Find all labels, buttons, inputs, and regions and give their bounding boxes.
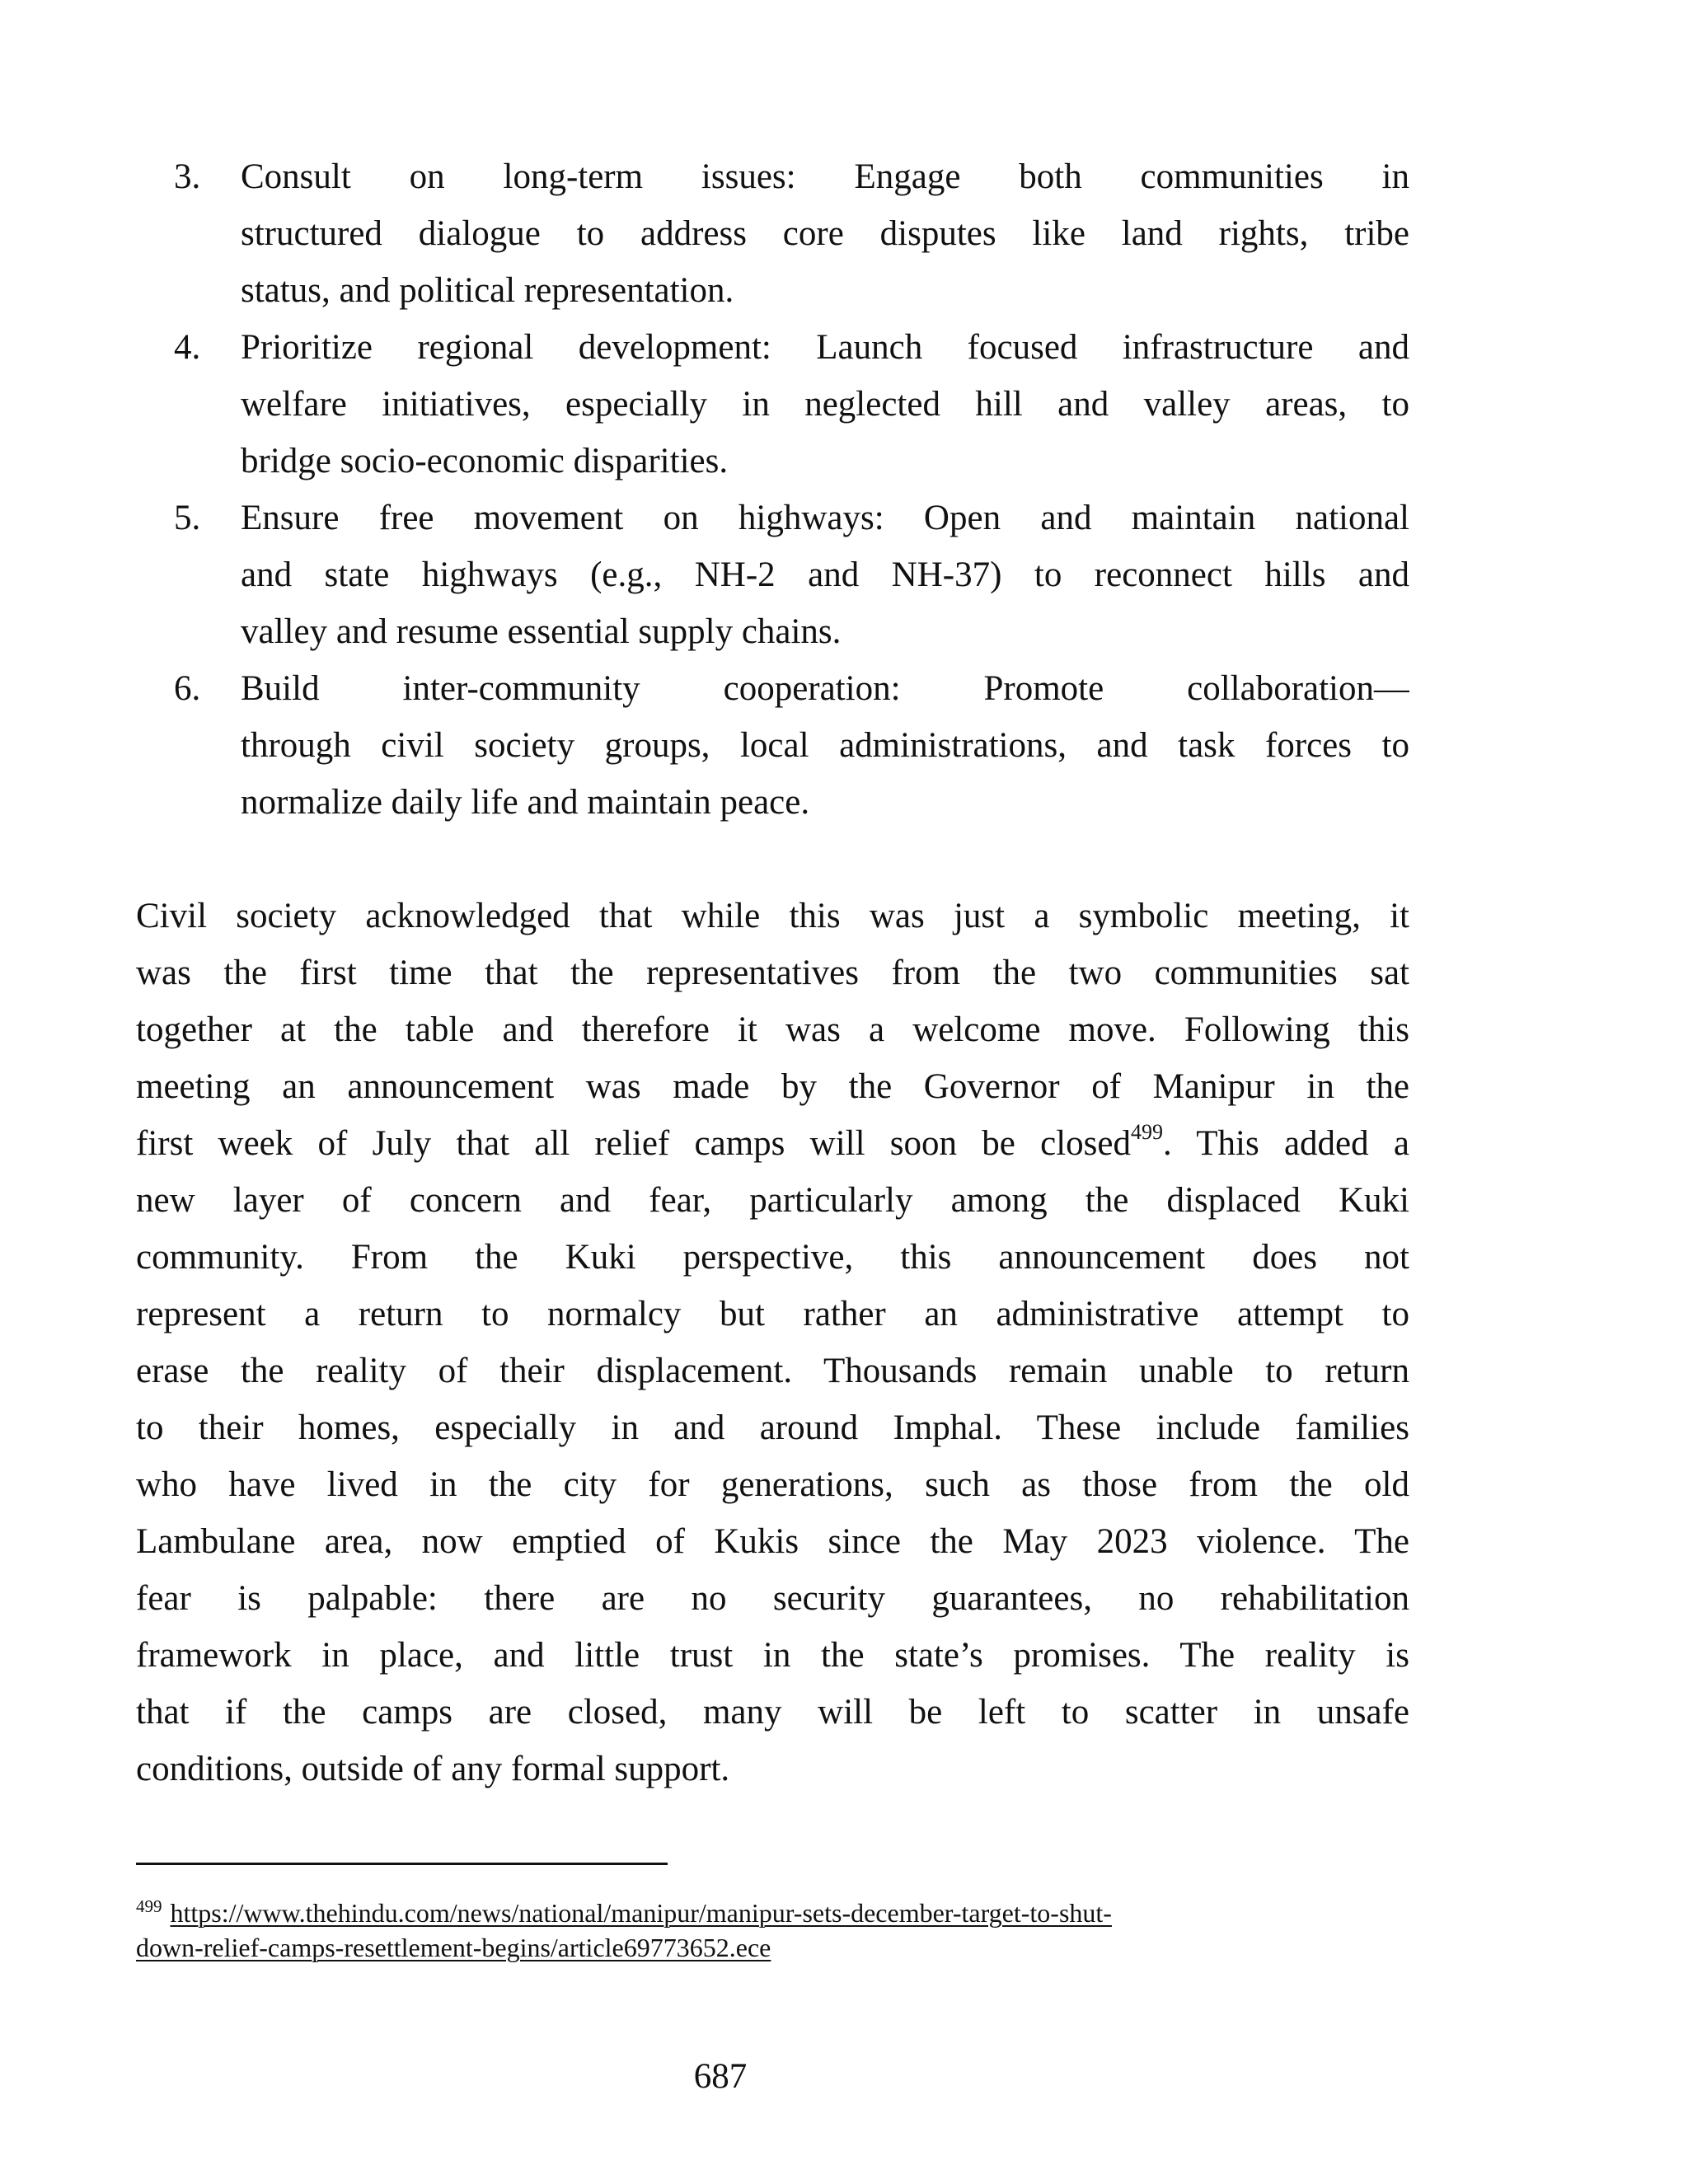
list-item-line: bridge socio-economic disparities.: [241, 442, 729, 480]
paragraph-line: framework in place, and little trust in the state’s promises. The reality is: [136, 1636, 1409, 1675]
list-item-line: through civil society groups, local administrations, and task forces to: [241, 726, 1409, 765]
paragraph-line: was the first time that the representatives from the two communities sat: [136, 954, 1409, 992]
paragraph-line: meeting an announcement was made by the Governor of Manipur in the: [136, 1067, 1409, 1106]
list-item-line: Consult on long-term issues: Engage both communities in: [241, 157, 1409, 196]
list-item-line: Ensure free movement on highways: Open and maintain national: [241, 499, 1409, 537]
footnote-number: 499: [136, 1896, 162, 1917]
paragraph-line: who have lived in the city for generations, such as those from the old: [136, 1465, 1409, 1504]
list-number: 5.: [174, 499, 201, 537]
list-item-line: structured dialogue to address core disputes like land rights, tribe: [241, 214, 1409, 253]
paragraph-text: . This added a: [1163, 1124, 1409, 1163]
paragraph-line: erase the reality of their displacement. Thousands remain unable to return: [136, 1352, 1409, 1390]
paragraph-line: community. From the Kuki perspective, this announcement does not: [136, 1238, 1409, 1277]
list-item-line: welfare initiatives, especially in neglected hill and valley areas, to: [241, 385, 1409, 424]
paragraph-line: fear is palpable: there are no security guarantees, no rehabilitation: [136, 1579, 1409, 1618]
paragraph-line: that if the camps are closed, many will be left to scatter in unsafe: [136, 1693, 1409, 1732]
footnote-reference[interactable]: 499: [1131, 1119, 1164, 1144]
paragraph-line: to their homes, especially in and around Imphal. These include families: [136, 1408, 1409, 1447]
list-item-line: normalize daily life and maintain peace.: [241, 783, 810, 822]
paragraph-line: new layer of concern and fear, particularly among the displaced Kuki: [136, 1181, 1409, 1220]
page-number: 687: [693, 2057, 748, 2096]
list-item-line: and state highways (e.g., NH-2 and NH-37) to reconnect hills and: [241, 555, 1409, 594]
paragraph-line: conditions, outside of any formal support.: [136, 1750, 730, 1788]
list-item-line: Build inter-community cooperation: Promote collaboration—: [241, 669, 1409, 708]
footnote-line: [136, 1896, 1112, 1930]
paragraph-line: Lambulane area, now emptied of Kukis since the May 2023 violence. The: [136, 1522, 1409, 1561]
footnote-link[interactable]: https://www.thehindu.com/news/national/manipur/manipur-sets-december-target-to-shut-: [170, 1898, 1112, 1928]
paragraph-line: represent a return to normalcy but rather an administrative attempt to: [136, 1295, 1409, 1333]
paragraph-text: first week of July that all relief camps will soon be closed: [136, 1124, 1132, 1163]
list-item-line: Prioritize regional development: Launch focused infrastructure and: [241, 328, 1409, 367]
paragraph-line: Civil society acknowledged that while this was just a symbolic meeting, it: [136, 897, 1409, 935]
paragraph-line: [136, 1115, 1409, 1172]
footnote-link[interactable]: down-relief-camps-resettlement-begins/article69773652.ece: [136, 1933, 771, 1962]
footnote-separator: [136, 1863, 668, 1865]
list-number: 3.: [174, 157, 201, 196]
list-number: 6.: [174, 669, 201, 708]
list-item-line: valley and resume essential supply chains.: [241, 612, 842, 651]
list-item-line: status, and political representation.: [241, 271, 734, 310]
footnote-line: [136, 1930, 771, 1965]
paragraph-line: together at the table and therefore it was a welcome move. Following this: [136, 1010, 1409, 1049]
list-number: 4.: [174, 328, 201, 367]
